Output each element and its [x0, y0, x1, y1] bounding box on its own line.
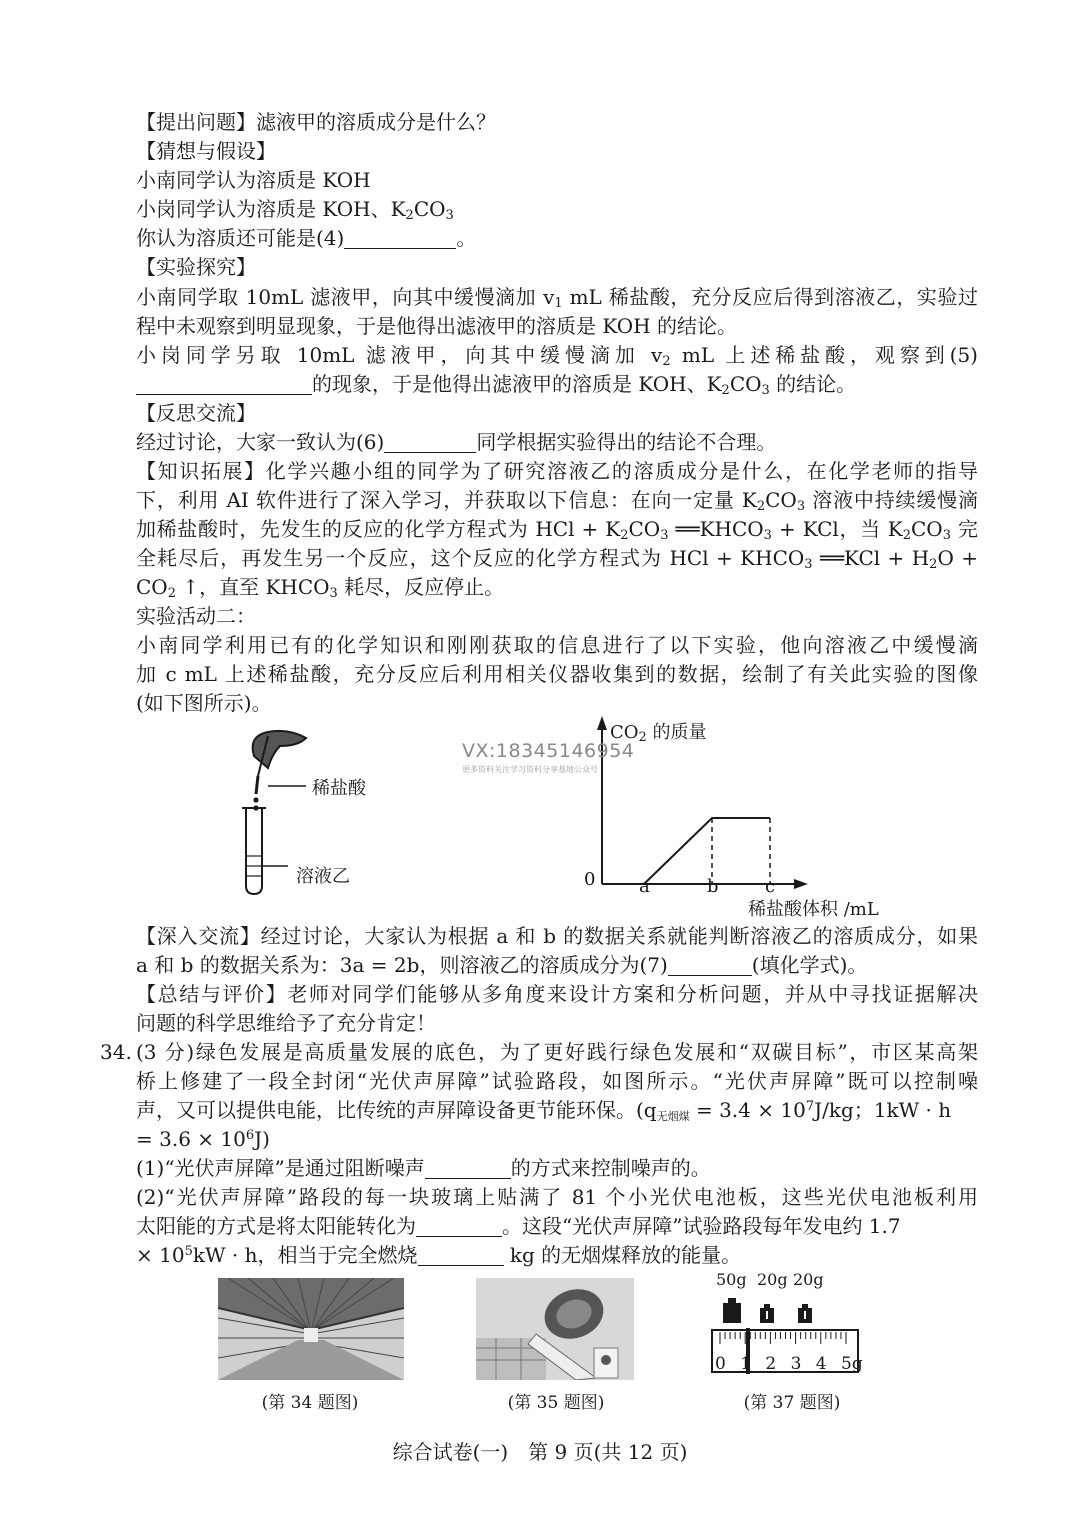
answer-blank-34-1[interactable] — [425, 1158, 511, 1179]
co2-mass-line — [644, 818, 770, 884]
text-line: (2)“光伏声屏障”路段的每一块玻璃上贴满了 81 个小光伏电池板，这些光伏电池板利用 — [136, 1185, 978, 1209]
tick-label-c: c — [765, 876, 776, 897]
question-number: 34. — [100, 1040, 132, 1064]
x-axis-label: 稀盐酸体积 /mL — [748, 899, 879, 920]
answer-blank-5[interactable] — [136, 374, 312, 395]
text-line: 太阳能的方式是将太阳能转化为 。这段“光伏声屏障”试验路段每年发电约 1.7 — [136, 1214, 901, 1238]
text-line: 【知识拓展】化学兴趣小组的同学为了研究溶液乙的溶质成分是什么，在化学老师的指导 — [136, 459, 978, 483]
caption-37: (第 37 题图) — [743, 1393, 841, 1413]
text-line: 【提出问题】滤液甲的溶质成分是什么？ — [136, 110, 496, 134]
page-footer: 综合试卷(一) 第 9 页(共 12 页) — [392, 1440, 688, 1464]
text-line: 桥上修建了一段全封闭“光伏声屏障”试验路段，如图所示。“光伏声屏障”既可以控制噪 — [136, 1069, 978, 1093]
sound-barrier-photo — [218, 1278, 404, 1380]
text-line: 【总结与评价】老师对同学们能够从多角度来设计方案和分析问题，并从中寻找证据解决 — [136, 982, 978, 1006]
answer-blank-6[interactable] — [384, 432, 476, 453]
scale-label: 5g — [841, 1354, 863, 1374]
x-axis-arrow — [794, 879, 808, 889]
text-line: 加稀盐酸时，先发生的反应的化学方程式为 HCl + $K_2CO_3$ $══KHCO_3$ + KCl，当 $K_2CO_3$ 完 — [136, 517, 978, 543]
answer-blank-34-2[interactable] — [416, 1216, 502, 1237]
text-line: 下，利用 AI 软件进行了深入学习，并获取以下信息：在向一定量 $K_2CO_3$ 溶液中持续缓慢滴 — [136, 488, 978, 514]
text-line: 经过讨论，大家一致认为(6) 同学根据实验得出的结论不合理。 — [136, 430, 777, 454]
text-line: 声，又可以提供电能，比传统的声屏障设备更节能环保。($q_{无烟煤} = 3.4 \times 10^7J/kg$；1kW · h — [136, 1098, 952, 1123]
answer-blank-7[interactable] — [668, 955, 752, 976]
tick-label-b: b — [707, 876, 719, 897]
section-heading: 【反思交流】 — [136, 401, 256, 425]
text-line: 的现象，于是他得出滤液甲的溶质是 KOH、$K_2CO_3$ 的结论。 — [136, 370, 978, 399]
text-line: 小南同学认为溶质是 KOH — [136, 168, 371, 192]
text-line: 小南同学取 10mL 滤液甲，向其中缓慢滴加 $v_1$ mL 稀盐酸，充分反应后得到溶液乙，实验过 — [136, 285, 978, 311]
answer-blank-4[interactable] — [344, 228, 456, 249]
scale-label: 4 — [815, 1354, 827, 1374]
text-line: 问题的科学思维给予了充分肯定！ — [136, 1011, 436, 1035]
scale-label: 3 — [790, 1354, 802, 1374]
text-line: 全耗尽后，再发生另一个反应，这个反应的化学方程式为 HCl + $KHCO_3$ ══KCl + $H_2O$ + — [136, 546, 978, 572]
tick-label-a: a — [639, 876, 650, 897]
text-line: (1)“光伏声屏障”是通过阻断噪声 的方式来控制噪声的。 — [136, 1156, 711, 1180]
caption-35: (第 35 题图) — [507, 1393, 605, 1413]
weight-label-20g-2: 20g — [793, 1270, 824, 1289]
text-line: 【深入交流】经过讨论，大家认为根据 a 和 b 的数据关系就能判断溶液乙的溶质成分，如果 — [136, 924, 978, 948]
text-line: a 和 b 的数据关系为：3a = 2b，则溶液乙的溶质成分为(7) (填化学式)。 — [136, 953, 868, 977]
weight-label-20g: 20g — [757, 1270, 788, 1289]
chart-series-co2 — [644, 818, 770, 884]
scale-label: 1 — [740, 1354, 752, 1374]
y-axis-arrow — [597, 716, 607, 730]
text-line: 实验活动二： — [136, 604, 256, 628]
origin-label: 0 — [584, 869, 596, 890]
text-line: $CO_2$ ↑，直至 $KHCO_3$ 耗尽，反应停止。 — [136, 575, 505, 601]
scale-label: 0 — [715, 1354, 726, 1374]
text-line: 程中未观察到明显现象，于是他得出滤液甲的溶质是 KOH 的结论。 — [136, 314, 737, 338]
text-line: (3 分)绿色发展是高质量发展的底色，为了更好践行绿色发展和“双碳目标”，市区某高架 — [136, 1040, 978, 1064]
dropper-label: 稀盐酸 — [312, 778, 366, 799]
text-line: × $10^5kW \cdot h$，相当于完全燃烧 kg 的无烟煤释放的能量。 — [136, 1243, 742, 1267]
text-line: 小南同学利用已有的化学知识和刚刚获取的信息进行了以下实验，他向溶液乙中缓慢滴 — [136, 633, 978, 657]
text-line: 小岗同学认为溶质是 KOH、$K_2CO_3$ — [136, 197, 454, 223]
watermark — [462, 740, 634, 775]
text-line: (如下图所示)。 — [136, 691, 272, 715]
text-line: = $3.6 \times 10^6J$) — [136, 1127, 270, 1151]
sculpture-photo — [476, 1278, 634, 1380]
section-heading: 【实验探究】 — [136, 255, 256, 279]
weight-label-50g: 50g — [716, 1270, 747, 1289]
test-tube-icon — [242, 808, 288, 894]
answer-blank-34-3[interactable] — [418, 1245, 504, 1266]
scale-label: 2 — [765, 1354, 777, 1374]
section-heading: 【猜想与假设】 — [136, 139, 276, 163]
y-axis-label: $CO_2$ 的质量 — [610, 722, 707, 745]
text-line: 小岗同学另取 10mL 滤液甲，向其中缓慢滴加 $v_2$ mL 上述稀盐酸，观察到(5) — [136, 343, 978, 369]
text-line: 你认为溶质还可能是(4) 。 — [136, 226, 477, 250]
weights-icon — [723, 1298, 812, 1323]
tube-label: 溶液乙 — [296, 866, 350, 887]
dropper-icon — [253, 731, 306, 810]
text-line: 加 c mL 上述稀盐酸，充分反应后利用相关仪器收集到的数据，绘制了有关此实验的图像 — [136, 662, 978, 686]
caption-34: (第 34 题图) — [261, 1393, 359, 1413]
watermark-sub: 更多资料关注学习资料分享基地公众号 — [462, 765, 598, 774]
watermark-main: VX:18345146954 — [462, 740, 635, 762]
